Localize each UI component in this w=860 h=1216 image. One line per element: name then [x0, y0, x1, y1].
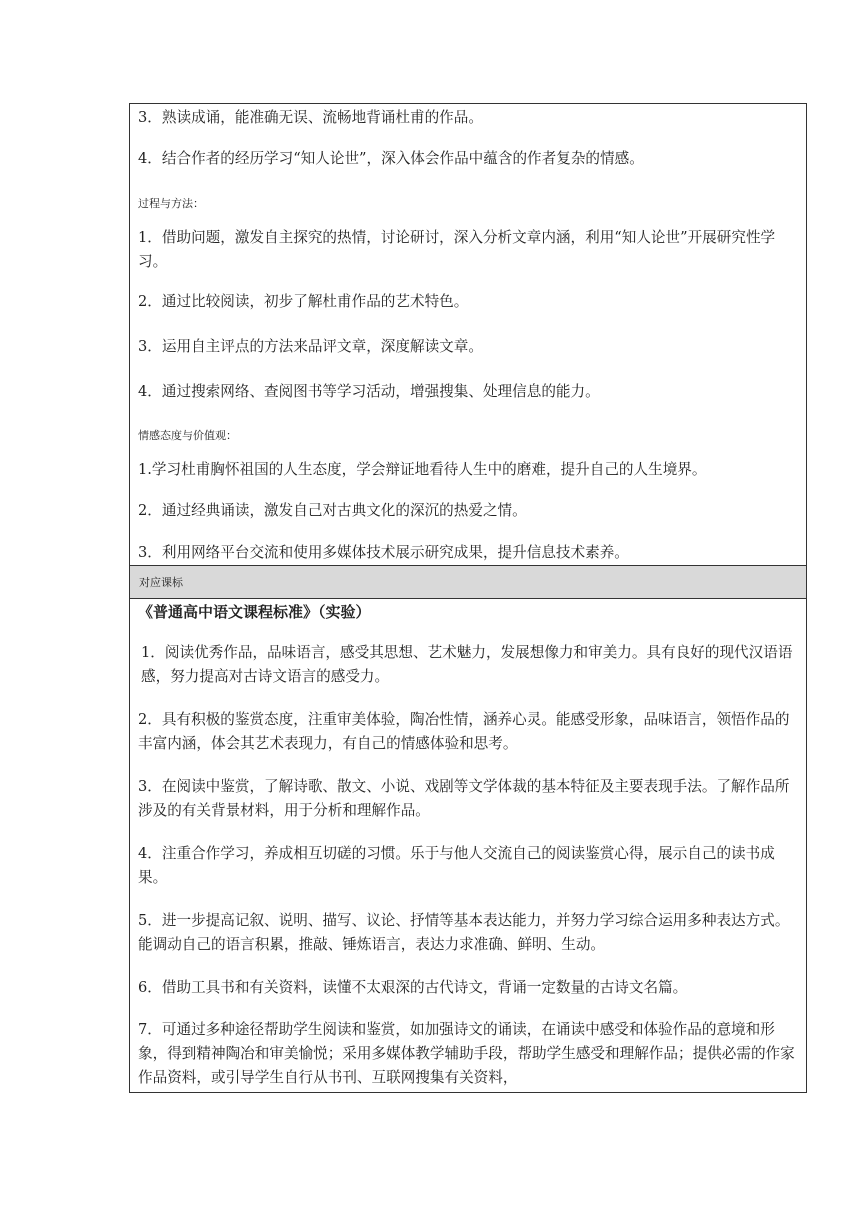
standard-item-4: 4．注重合作学习，养成相互切磋的习惯。乐于与他人交流自己的阅读鉴赏心得，展示自己的读书成果。 — [138, 845, 775, 886]
process-item-2: 2．通过比较阅读，初步了解杜甫作品的艺术特色。 — [138, 293, 469, 310]
emotion-item-1: 1.学习杜甫胸怀祖国的人生态度，学会辩证地看待人生中的磨难，提升自己的人生境界。 — [138, 461, 707, 478]
emotion-item-2: 2．通过经典诵读，激发自己对古典文化的深沉的热爱之情。 — [138, 502, 527, 519]
process-item-4: 4．通过搜索网络、查阅图书等学习活动，增强搜集、处理信息的能力。 — [138, 383, 600, 400]
standard-title: 《普通高中语文课程标准》（实验） — [138, 603, 371, 621]
section-title: 对应课标 — [139, 576, 183, 589]
standard-item-6: 6．借助工具书和有关资料，读懂不太艰深的古代诗文，背诵一定数量的古诗文名篇。 — [138, 979, 688, 996]
standard-item-1: 1．阅读优秀作品，品味语言，感受其思想、艺术魅力，发展想像力和审美力。具有良好的现代汉语语感，努力提高对古诗文语言的感受力。 — [141, 644, 793, 685]
process-item-1: 1．借助问题，激发自主探究的热情，讨论研讨，深入分析文章内涵，利用“知人论世”开展研究性学习。 — [138, 229, 776, 270]
standard-item-3: 3．在阅读中鉴赏，了解诗歌、散文、小说、戏剧等文学体裁的基本特征及主要表现手法。了解作品所涉及的有关背景材料，用于分析和理解作品。 — [138, 778, 790, 819]
objective-item-4: 4．结合作者的经历学习“知人论世”，深入体会作品中蕴含的作者复杂的情感。 — [138, 150, 644, 167]
standard-item-2: 2．具有积极的鉴赏态度，注重审美体验，陶冶性情，涵养心灵。能感受形象，品味语言，领悟作品的丰富内涵，体会其艺术表现力，有自己的情感体验和思考。 — [138, 711, 790, 752]
objective-item-3: 3．熟读成诵，能准确无误、流畅地背诵杜甫的作品。 — [138, 109, 483, 126]
standard-item-7: 7．可通过多种途径帮助学生阅读和鉴赏，如加强诗文的诵读，在诵读中感受和体验作品的意境和形象，得到精神陶冶和审美愉悦；采用多媒体教学辅助手段，帮助学生感受和理解作品；提供必需的作家作品资料，或引导学生自行从书刊、互联网搜集有关资料， — [138, 1021, 795, 1086]
emotion-label: 情感态度与价值观： — [138, 429, 237, 442]
process-item-3: 3．运用自主评点的方法来品评文章，深度解读文章。 — [138, 338, 483, 355]
objectives-cell — [130, 106, 806, 565]
standards-cell — [130, 599, 806, 1090]
section-header-curriculum — [130, 565, 806, 599]
emotion-item-3: 3．利用网络平台交流和使用多媒体技术展示研究成果，提升信息技术素养。 — [138, 544, 629, 561]
standard-item-5: 5．进一步提高记叙、说明、描写、议论、抒情等基本表达能力，并努力学习综合运用多种表达方式。能调动自己的语言积累，推敲、锤炼语言，表达力求准确、鲜明、生动。 — [138, 912, 790, 953]
lesson-plan-table — [129, 103, 807, 1093]
process-label: 过程与方法： — [138, 197, 204, 210]
